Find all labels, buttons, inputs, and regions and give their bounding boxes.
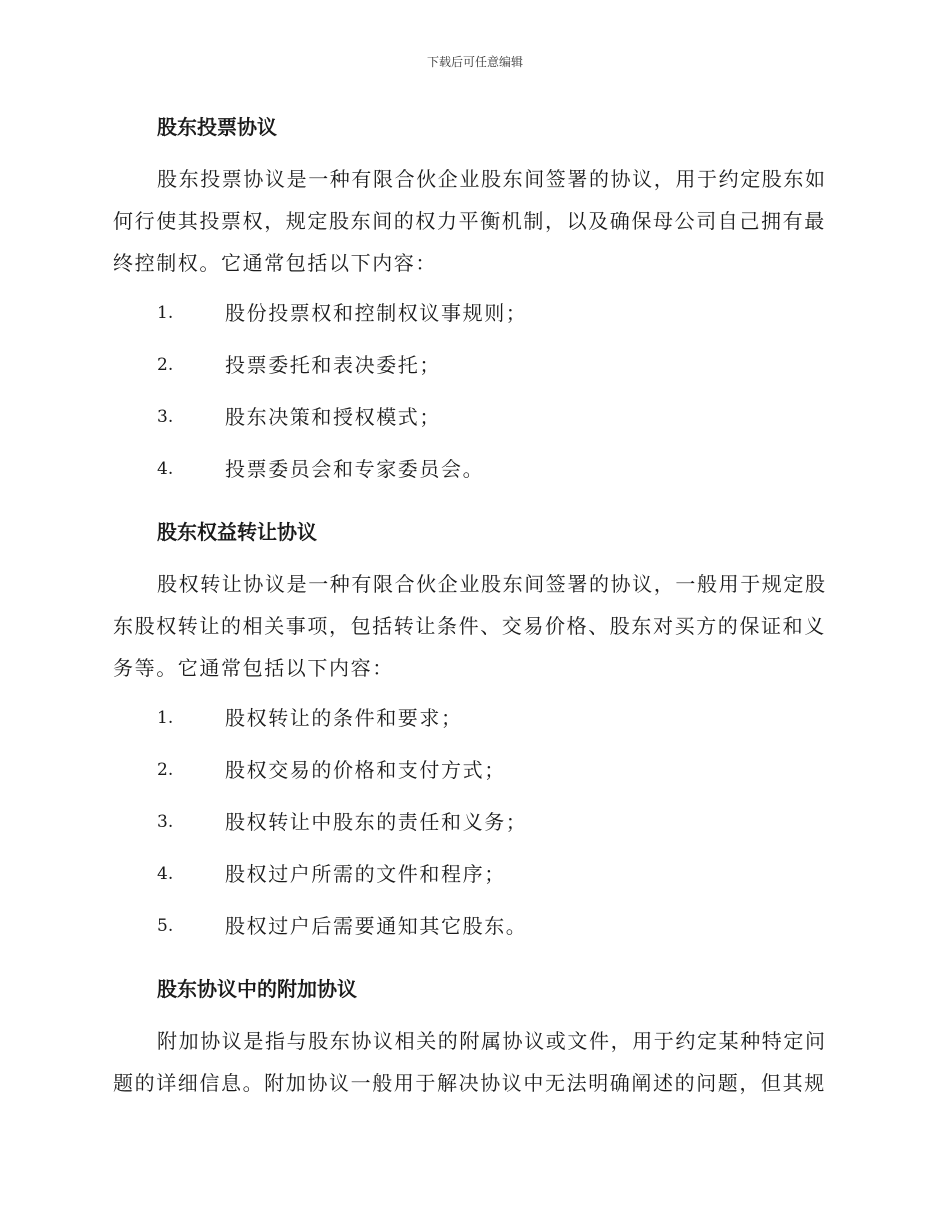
section-paragraph-supplementary: 附加协议是指与股东协议相关的附属协议或文件，用于约定某种特定问题的详细信息。附加协议一般用于解决协议中无法明确阐述的问题，但其规 bbox=[113, 1029, 827, 1095]
section-heading-voting: 股东投票协议 bbox=[157, 115, 277, 139]
document-body bbox=[113, 110, 833, 1113]
list-item bbox=[113, 345, 833, 397]
header-note: 下载后可任意编辑 bbox=[426, 55, 523, 69]
list-item bbox=[113, 906, 833, 958]
list-number: 5. bbox=[157, 916, 174, 936]
list-number: 3. bbox=[157, 812, 174, 832]
list-item bbox=[113, 397, 833, 449]
list-text: 股权过户后需要通知其它股东。 bbox=[225, 914, 528, 938]
list-text: 股东决策和授权模式； bbox=[225, 405, 441, 429]
list-text: 股权交易的价格和支付方式； bbox=[225, 758, 506, 782]
section-list-transfer bbox=[113, 698, 833, 958]
list-item bbox=[113, 750, 833, 802]
list-text: 股权转让中股东的责任和义务； bbox=[225, 810, 528, 834]
list-item bbox=[113, 293, 833, 345]
section-paragraph-transfer: 股权转让协议是一种有限合伙企业股东间签署的协议，一般用于规定股东股权转让的相关事项，包括转让条件、交易价格、股东对买方的保证和义务等。它通常包括以下内容： bbox=[113, 572, 827, 680]
list-text: 股权过户所需的文件和程序； bbox=[225, 862, 506, 886]
list-text: 股权转让的条件和要求； bbox=[225, 706, 463, 730]
list-text: 股份投票权和控制权议事规则； bbox=[225, 301, 528, 325]
list-text: 投票委员会和专家委员会。 bbox=[225, 457, 485, 481]
list-item bbox=[113, 854, 833, 906]
list-number: 3. bbox=[157, 407, 174, 427]
section-heading-transfer: 股东权益转让协议 bbox=[157, 520, 317, 544]
list-item bbox=[113, 449, 833, 501]
list-number: 2. bbox=[157, 355, 174, 375]
list-text: 投票委托和表决委托； bbox=[225, 353, 441, 377]
section-heading-supplementary: 股东协议中的附加协议 bbox=[157, 977, 357, 1001]
section-paragraph-voting: 股东投票协议是一种有限合伙企业股东间签署的协议，用于约定股东如何行使其投票权，规定股东间的权力平衡机制，以及确保母公司自己拥有最终控制权。它通常包括以下内容： bbox=[113, 167, 827, 275]
section-list-voting bbox=[113, 293, 833, 501]
list-number: 2. bbox=[157, 760, 174, 780]
list-item bbox=[113, 698, 833, 750]
list-number: 4. bbox=[157, 459, 174, 479]
list-number: 1. bbox=[157, 708, 174, 728]
list-number: 4. bbox=[157, 864, 174, 884]
list-item bbox=[113, 802, 833, 854]
list-number: 1. bbox=[157, 303, 174, 323]
